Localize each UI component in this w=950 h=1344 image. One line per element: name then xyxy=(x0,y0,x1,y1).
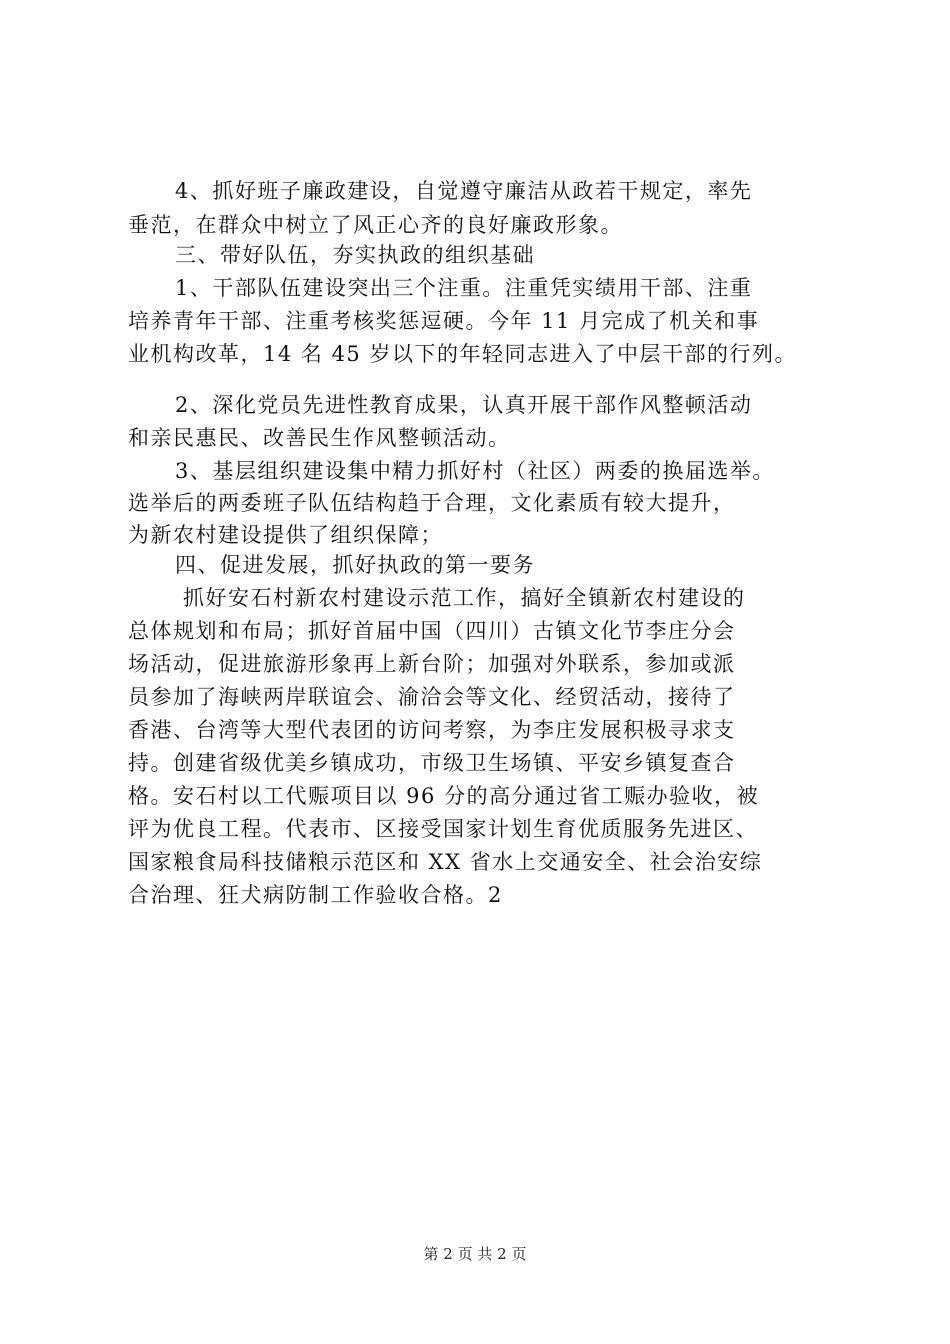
section-heading: 三、带好队伍，夯实执政的组织基础 xyxy=(175,243,535,267)
paragraph-line: 评为优良工程。代表市、区接受国家计划生育优质服务先进区、 xyxy=(128,817,758,841)
paragraph-line: 合治理、狂犬病防制工作验收合格。2 xyxy=(128,883,503,907)
paragraph-line: 为新农村建设提供了组织保障； xyxy=(128,523,443,547)
paragraph-line: 4、抓好班子廉政建设，自觉遵守廉洁从政若干规定，率先 xyxy=(175,179,753,203)
paragraph-line: 培养青年干部、注重考核奖惩逗硬。今年 11 月完成了机关和事 xyxy=(128,309,760,333)
paragraph-line: 3、基层组织建设集中精力抓好村（社区）两委的换届选举。 xyxy=(175,459,775,483)
paragraph-line: 场活动，促进旅游形象再上新台阶；加强对外联系，参加或派 xyxy=(128,652,736,676)
paragraph-line: 总体规划和布局；抓好首届中国（四川）古镇文化节李庄分会 xyxy=(128,619,736,643)
paragraph-line: 香港、台湾等大型代表团的访问考察，为李庄发展积极寻求支 xyxy=(128,718,736,742)
paragraph-line: 业机构改革，14 名 45 岁以下的年轻同志进入了中层干部的行列。 xyxy=(128,342,797,366)
paragraph-line: 1、干部队伍建设突出三个注重。注重凭实绩用干部、注重 xyxy=(175,276,753,300)
paragraph-line: 选举后的两委班子队伍结构趋于合理，文化素质有较大提升， xyxy=(128,491,736,515)
paragraph-line: 2、深化党员先进性教育成果，认真开展干部作风整顿活动 xyxy=(175,393,753,417)
paragraph-line: 格。安石村以工代赈项目以 96 分的高分通过省工赈办验收，被 xyxy=(128,784,760,808)
paragraph-line: 持。创建省级优美乡镇成功，市级卫生场镇、平安乡镇复查合 xyxy=(128,751,736,775)
section-heading: 四、促进发展，抓好执政的第一要务 xyxy=(175,553,535,577)
page-footer: 第 2 页 共 2 页 xyxy=(423,1245,527,1263)
paragraph-line: 抓好安石村新农村建设示范工作，搞好全镇新农村建设的 xyxy=(183,586,746,610)
paragraph-line: 和亲民惠民、改善民生作风整顿活动。 xyxy=(128,426,511,450)
paragraph-line: 员参加了海峡两岸联谊会、渝洽会等文化、经贸活动，接待了 xyxy=(128,685,736,709)
paragraph-line: 国家粮食局科技储粮示范区和 XX 省水上交通安全、社会治安综 xyxy=(128,850,763,874)
paragraph-line: 垂范，在群众中树立了风正心齐的良好廉政形象。 xyxy=(128,213,623,237)
